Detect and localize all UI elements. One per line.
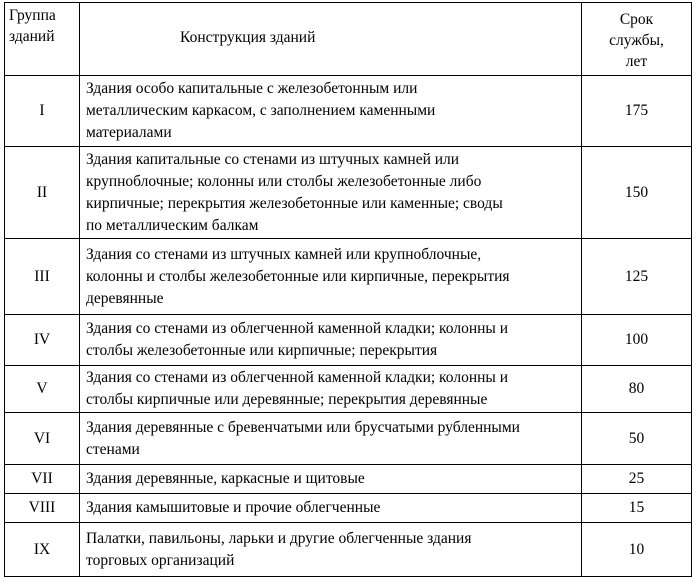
header-life-line: лет — [625, 53, 648, 70]
group-cell: II — [5, 147, 80, 239]
group-cell: V — [5, 366, 80, 413]
description-line: Здания со стенами из штучных камней или крупноблочные, — [86, 245, 482, 263]
description-line: Здания капитальные со стенами из штучных камней или — [86, 150, 460, 168]
table-row — [5, 523, 692, 577]
header-row — [5, 3, 692, 76]
table-row — [5, 413, 692, 465]
description-cell — [80, 315, 582, 366]
description-line: по металлическим балкам — [86, 216, 259, 234]
header-life-line: службы, — [609, 32, 664, 49]
service-life-cell: 175 — [582, 76, 692, 147]
description-cell — [80, 523, 582, 577]
description-line: Здания камышитовые и прочие облегченные — [86, 499, 381, 516]
description-cell — [80, 147, 582, 239]
description-line: материалами — [86, 124, 172, 141]
header-group-line: зданий — [9, 28, 55, 45]
table-row — [5, 315, 692, 366]
table-row — [5, 494, 692, 523]
description-line: колонны и столбы железобетонные или кирпичные, перекрытия — [86, 267, 510, 285]
table-row — [5, 76, 692, 147]
description-cell — [80, 465, 582, 494]
table-row — [5, 465, 692, 494]
description-line: Здания со стенами из облегченной каменной кладки; колонны и — [86, 320, 508, 337]
description-cell — [80, 76, 582, 147]
description-line: Здания деревянные с бревенчатыми или брусчатыми рубленными — [86, 418, 520, 436]
description-line: кирпичные; перекрытия железобетонные или каменные; своды — [86, 194, 503, 212]
description-line: металлическим каркасом, с заполнением каменными — [86, 102, 436, 119]
description-line: столбы железобетонные или кирпичные; перекрытия — [86, 342, 438, 359]
service-life-cell: 80 — [582, 366, 692, 413]
service-life-cell: 25 — [582, 465, 692, 494]
service-life-cell: 15 — [582, 494, 692, 523]
header-life-line: Срок — [619, 11, 654, 28]
group-cell: I — [5, 76, 80, 147]
group-cell: VII — [5, 465, 80, 494]
service-life-cell: 125 — [582, 239, 692, 315]
table-row — [5, 147, 692, 239]
description-line: Палатки, павильоны, ларьки и другие облегченные здания — [86, 529, 472, 547]
group-cell: III — [5, 239, 80, 315]
description-line: Здания со стенами из облегченной каменной кладки; колонны и — [86, 369, 508, 386]
group-cell: IX — [5, 523, 80, 577]
header-group — [5, 3, 80, 76]
description-cell — [80, 366, 582, 413]
service-life-table — [4, 2, 692, 577]
header-service-life — [582, 3, 692, 76]
header-group-line: Группа — [9, 7, 56, 24]
description-line: Здания особо капитальные с железобетонным или — [86, 80, 418, 97]
service-life-cell: 10 — [582, 523, 692, 577]
description-line: деревянные — [86, 289, 164, 307]
description-line: столбы кирпичные или деревянные; перекрытия деревянные — [86, 391, 488, 408]
service-life-cell: 100 — [582, 315, 692, 366]
group-cell: IV — [5, 315, 80, 366]
description-line: крупноблочные; колонны или столбы железобетонные либо — [86, 172, 482, 190]
description-cell — [80, 413, 582, 465]
service-life-cell: 150 — [582, 147, 692, 239]
description-cell — [80, 494, 582, 523]
group-cell: VIII — [5, 494, 80, 523]
table-row — [5, 366, 692, 413]
service-life-cell: 50 — [582, 413, 692, 465]
header-construction: Конструкция зданий — [80, 3, 582, 76]
description-line: Здания деревянные, каркасные и щитовые — [86, 470, 365, 487]
description-line: торговых организаций — [86, 551, 235, 569]
description-line: стенами — [86, 440, 140, 458]
table-row — [5, 239, 692, 315]
group-cell: VI — [5, 413, 80, 465]
description-cell — [80, 239, 582, 315]
